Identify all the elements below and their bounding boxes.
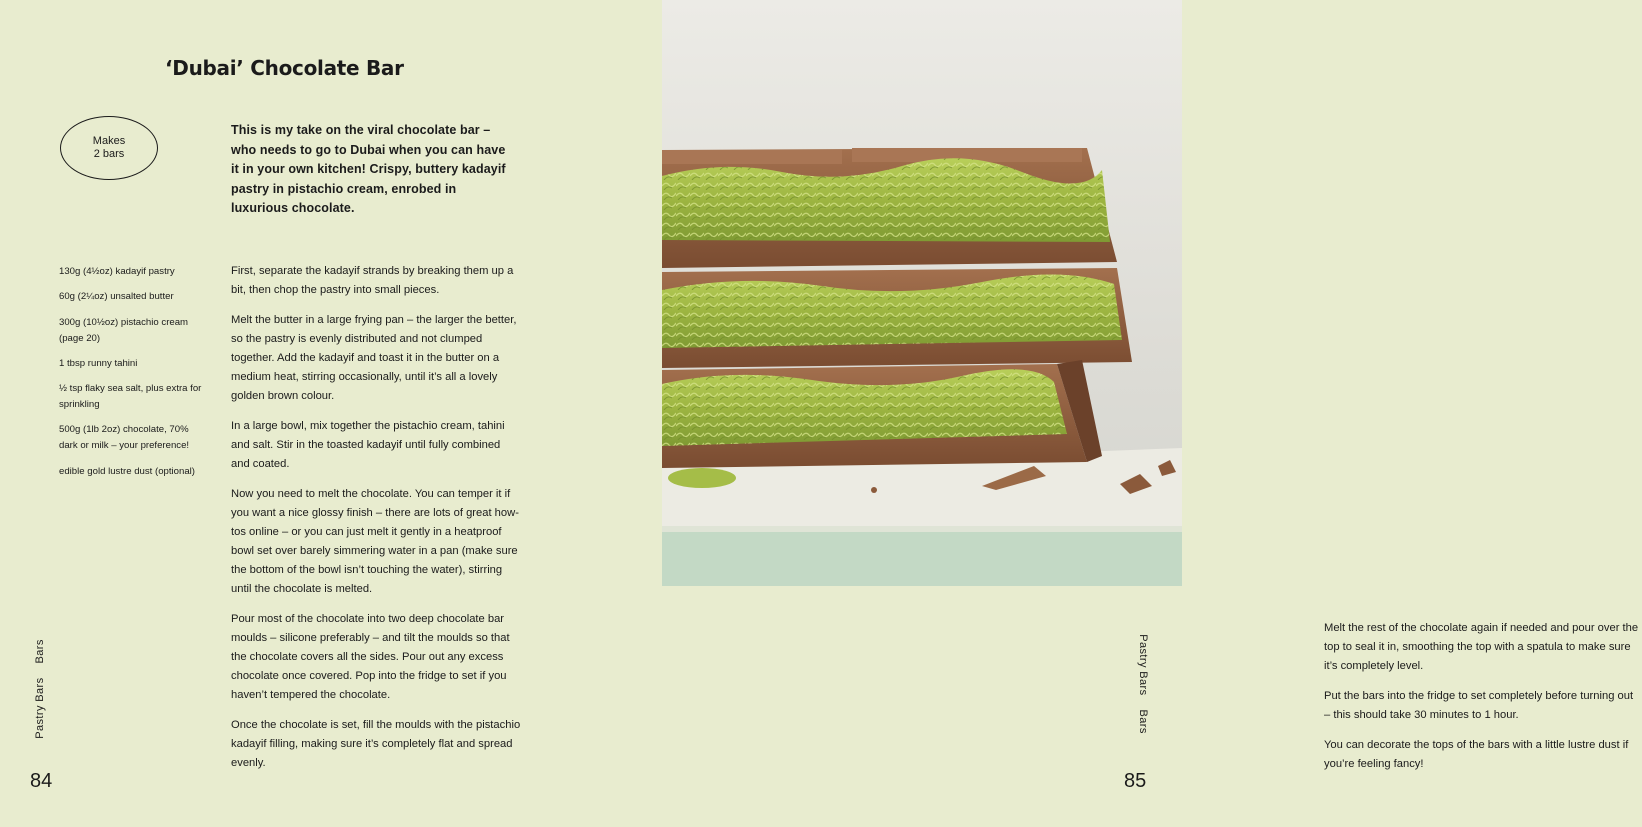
yield-badge (60, 116, 158, 180)
running-head-section: Pastry Bars (1137, 634, 1149, 696)
running-head-chapter: Bars (34, 639, 46, 664)
recipe-title: ‘Dubai’ Chocolate Bar (165, 56, 404, 80)
page-number-left: 84 (30, 770, 53, 792)
ingredient-item: 300g (10½oz) pistachio cream (page 20) (59, 316, 189, 344)
ingredient-item: 60g (2¼oz) unsalted butter (59, 291, 174, 303)
method-step: You can decorate the tops of the bars with a little lustre dust if you’re feeling fancy! (1324, 739, 1629, 770)
method-step: Now you need to melt the chocolate. You can temper it if you want a nice glossy finish – there are lots of great how-tos online – or you can just melt it gently in a heatproof bowl set over barely simmering water in a pan (make sure the bottom of the bowl isn’t touching the water), stirring until the chocolate is melted. (231, 488, 519, 595)
method-steps-left (231, 262, 521, 784)
right-page (662, 0, 1639, 827)
method-step: Melt the rest of the chocolate again if needed and pour over the top to seal it in, smoothing the top with a spatula to make sure it’s completely level. (1324, 622, 1639, 672)
method-step: Pour most of the chocolate into two deep chocolate bar moulds – silicone preferably – and tilt the moulds so that the chocolate covers all the sides. Pour out any excess chocolate once covered. Pop into the fridge to set if you haven’t tempered the chocolate. (231, 613, 510, 701)
running-head-right (1137, 634, 1149, 733)
recipe-intro: This is my take on the viral chocolate bar – who needs to go to Dubai when you can have it in your own kitchen! Crispy, buttery kadayif pastry in pistachio cream, enrobed in luxurious chocolate. (231, 123, 506, 216)
left-page (0, 0, 662, 827)
ingredient-item: ½ tsp flaky sea salt, plus extra for sprinkling (59, 383, 202, 411)
method-step: First, separate the kadayif strands by breaking them up a bit, then chop the pastry into small pieces. (231, 265, 514, 296)
page-number-right: 85 (1124, 770, 1147, 792)
ingredient-item: 130g (4½oz) kadayif pastry (59, 266, 175, 277)
method-step: In a large bowl, mix together the pistachio cream, tahini and salt. Stir in the toasted kadayif until fully combined and coated. (231, 420, 505, 470)
ingredient-item: edible gold lustre dust (optional) (59, 465, 195, 477)
method-step: Melt the butter in a large frying pan – the larger the better, so the pastry is evenly distributed and not clumped together. Add the kadayif and toast it in the butter on a medium heat, stirring occasionally, until it’s all a lovely golden brown colour. (231, 314, 517, 402)
ingredient-item: 500g (1lb 2oz) chocolate, 70% dark or milk – your preference! (59, 424, 190, 452)
ingredient-item: 1 tbsp runny tahini (59, 357, 138, 369)
running-head-left (34, 639, 46, 738)
method-step: Put the bars into the fridge to set completely before turning out – this should take 30 minutes to 1 hour. (1324, 690, 1634, 721)
method-step: Once the chocolate is set, fill the moulds with the pistachio kadayif filling, making sure it’s completely flat and spread evenly. (231, 719, 521, 769)
yield-label: Makes (92, 135, 126, 147)
stacked-chocolate-bars-photo (662, 0, 1182, 586)
method-steps-right (1324, 619, 1642, 785)
running-head-chapter: Bars (1137, 709, 1149, 734)
ingredient-list (59, 264, 209, 489)
running-head-section: Pastry Bars (34, 677, 46, 739)
yield-amount: 2 bars (93, 148, 125, 160)
